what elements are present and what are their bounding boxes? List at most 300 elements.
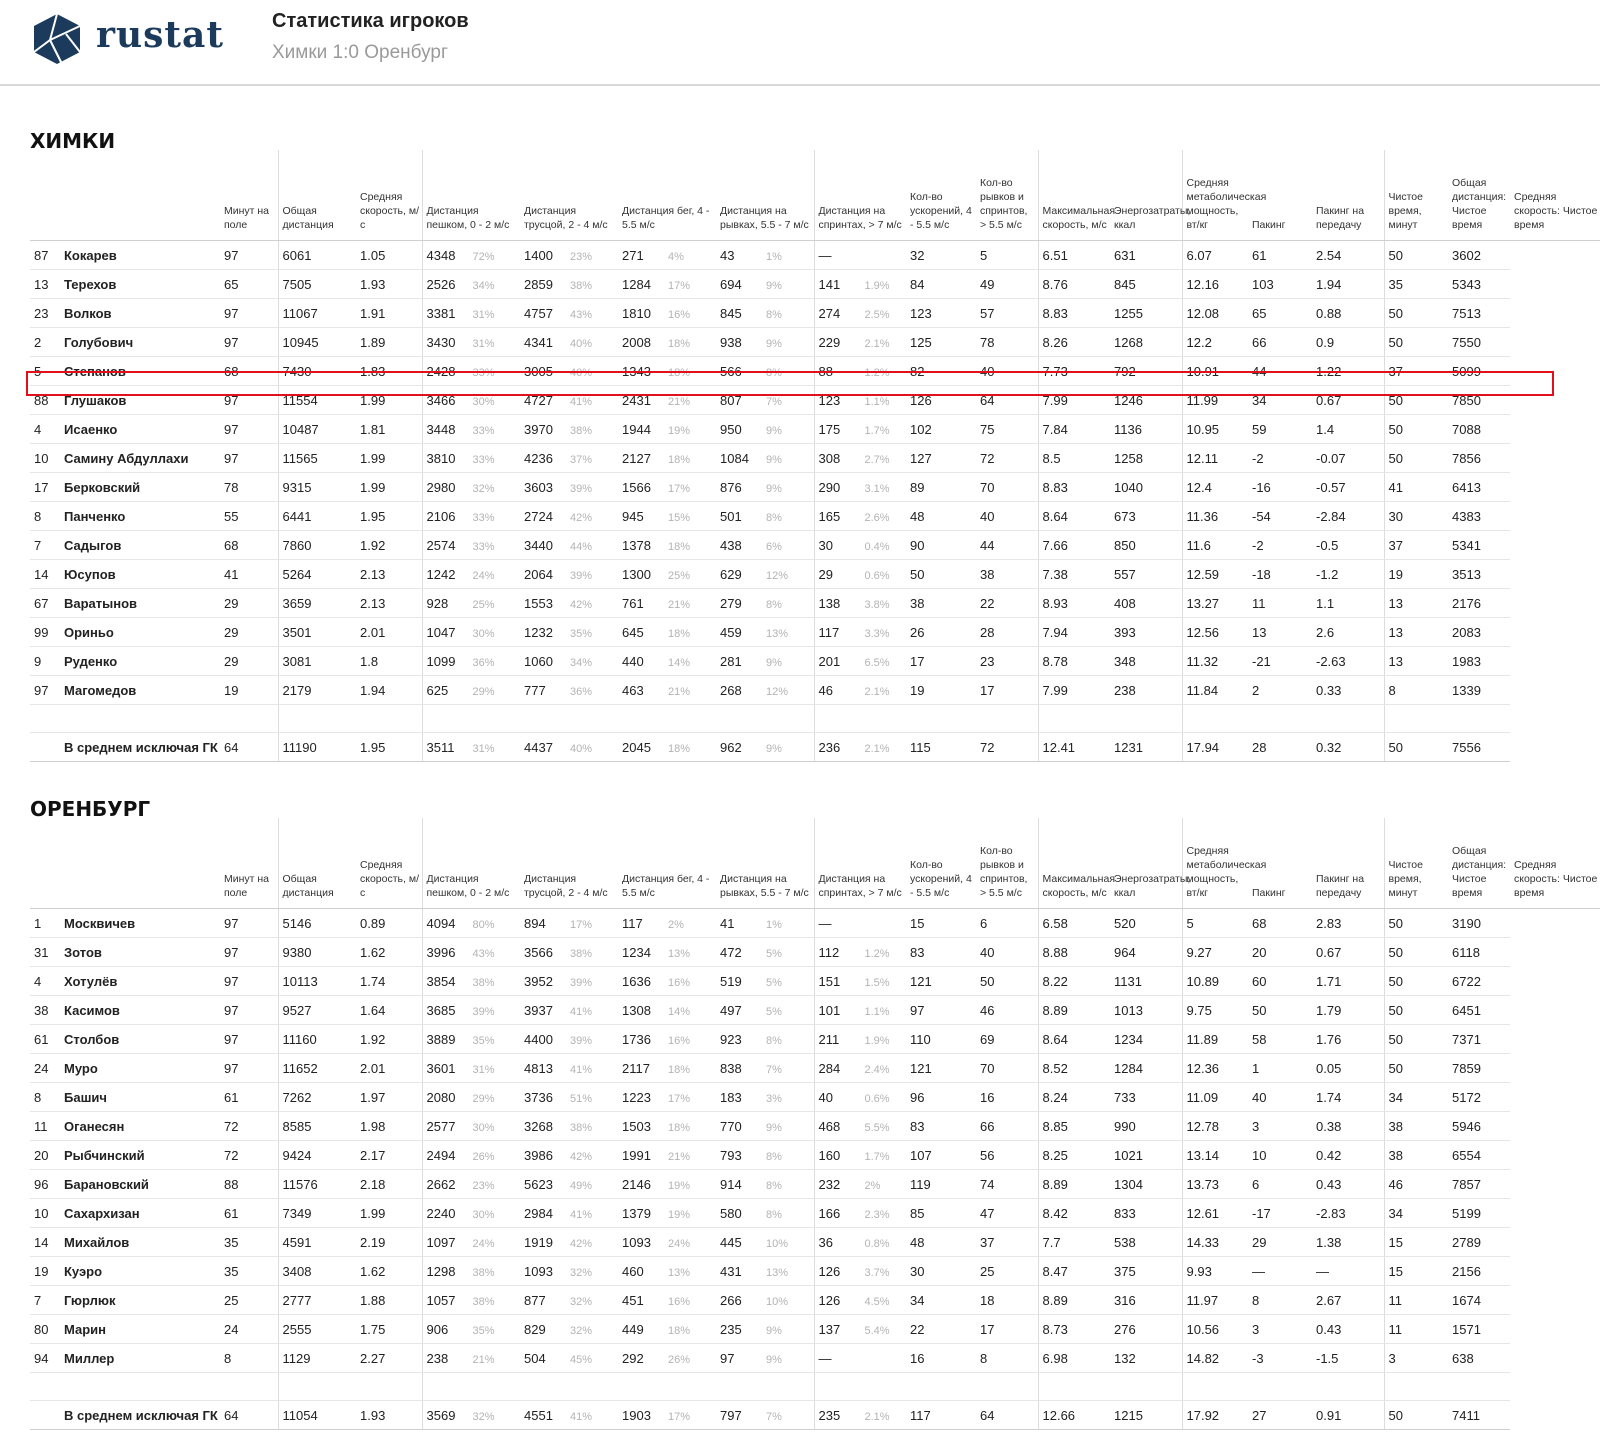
stat-percent: 31% (472, 337, 495, 350)
stat-cell: 88 (220, 1170, 278, 1199)
stat-value: 445 (720, 1234, 742, 1250)
team-title-khimki: ХИМКИ (30, 129, 116, 153)
stat-cell: -2 (1248, 444, 1312, 473)
stat-cell: 65 (1248, 299, 1312, 328)
stat-cell: 0.05 (1312, 1054, 1384, 1083)
player-row[interactable] (30, 1141, 1600, 1170)
player-row[interactable] (30, 299, 1600, 328)
player-row[interactable] (30, 967, 1600, 996)
stat-cell: -54 (1248, 502, 1312, 531)
stat-cell (618, 270, 716, 299)
stat-cell: 7411 (1448, 1401, 1510, 1430)
stat-cell: 102 (906, 415, 976, 444)
stat-cell (716, 415, 814, 444)
stat-cell: 47 (976, 1199, 1038, 1228)
player-row[interactable] (30, 1257, 1600, 1286)
average-row[interactable] (30, 733, 1600, 762)
stat-cell (422, 909, 520, 938)
stat-cell (618, 531, 716, 560)
stat-cell: 64 (976, 1401, 1038, 1430)
stat-cell (716, 241, 814, 270)
stat-percent: 41% (570, 395, 593, 408)
stat-cell (716, 386, 814, 415)
stat-percent: 38% (570, 424, 593, 437)
stat-cell (520, 1112, 618, 1141)
stat-cell: 3 (1248, 1112, 1312, 1141)
column-header[interactable]: Средняя скорость, м/с (356, 818, 422, 909)
stat-cell: 10.89 (1182, 967, 1248, 996)
stat-percent: 9% (766, 656, 782, 669)
stat-value: 845 (720, 305, 742, 321)
empty-cell (716, 705, 814, 733)
stat-percent: 51% (570, 1092, 593, 1105)
player-number: 1 (30, 909, 60, 938)
stat-percent: 1.2% (864, 366, 890, 379)
empty-cell (618, 705, 716, 733)
stat-cell (814, 733, 906, 762)
stat-cell: 0.88 (1312, 299, 1384, 328)
stat-value: 2574 (426, 537, 456, 553)
player-row[interactable] (30, 1112, 1600, 1141)
stat-cell: -3 (1248, 1344, 1312, 1373)
stat-cell: 97 (220, 996, 278, 1025)
player-row[interactable] (30, 270, 1600, 299)
stat-cell: 2179 (278, 676, 356, 705)
player-row[interactable] (30, 1170, 1600, 1199)
stat-cell: 6.98 (1038, 1344, 1110, 1373)
stat-cell (422, 938, 520, 967)
player-name: Касимов (60, 996, 220, 1025)
stat-cell: 35 (1384, 270, 1448, 299)
stat-cell (814, 996, 906, 1025)
average-row[interactable] (30, 1401, 1600, 1430)
empty-cell (906, 1373, 976, 1401)
player-row[interactable] (30, 357, 1600, 386)
player-row[interactable] (30, 909, 1600, 938)
stat-cell: 8.25 (1038, 1141, 1110, 1170)
stat-cell: 50 (1248, 996, 1312, 1025)
stat-percent: 26% (472, 1150, 495, 1163)
stat-percent: 9% (766, 279, 782, 292)
stat-cell: 11.6 (1182, 531, 1248, 560)
stat-cell: 990 (1110, 1112, 1182, 1141)
stat-cell (520, 1199, 618, 1228)
stat-cell: 50 (976, 967, 1038, 996)
player-row[interactable] (30, 560, 1600, 589)
stat-cell: 276 (1110, 1315, 1182, 1344)
column-header[interactable]: Дистанция бег, 4 - 5.5 м/с (618, 150, 716, 241)
stat-cell (618, 967, 716, 996)
stat-percent: 35% (472, 1034, 495, 1047)
stat-value: 1636 (622, 973, 651, 989)
stat-cell: 37 (976, 1228, 1038, 1257)
stat-cell: 7513 (1448, 299, 1510, 328)
stat-value: 1298 (426, 1263, 456, 1279)
column-header[interactable]: Пакинг (1248, 818, 1312, 909)
stat-percent: 32% (570, 1324, 593, 1337)
player-row[interactable] (30, 473, 1600, 502)
stat-cell: 8.89 (1038, 996, 1110, 1025)
stat-cell: 2.19 (356, 1228, 422, 1257)
stat-cell (422, 386, 520, 415)
stat-cell (814, 560, 906, 589)
stat-cell (520, 938, 618, 967)
stat-percent: 32% (472, 1410, 495, 1423)
stat-percent: 0.8% (864, 1237, 890, 1250)
stat-cell: 7.94 (1038, 618, 1110, 647)
stat-cell (520, 1286, 618, 1315)
stat-cell: 4383 (1448, 502, 1510, 531)
column-header[interactable]: Средняя метаболическая мощность, вт/кг (1182, 150, 1248, 241)
stat-cell (618, 502, 716, 531)
stat-percent: 5% (766, 1005, 782, 1018)
stat-cell: 78 (220, 473, 278, 502)
column-header[interactable]: Кол-во ускорений, 4 - 5.5 м/с (906, 150, 976, 241)
player-name: Башич (60, 1083, 220, 1112)
stat-value: 3511 (426, 739, 455, 755)
stat-cell: 1258 (1110, 444, 1182, 473)
stat-percent: 38% (472, 1266, 495, 1279)
player-row[interactable] (30, 996, 1600, 1025)
stat-value: 877 (524, 1292, 546, 1308)
stat-percent: 2.5% (864, 308, 890, 321)
stat-cell: 2.6 (1312, 618, 1384, 647)
stat-value: 238 (426, 1350, 449, 1366)
stat-percent: 38% (570, 947, 593, 960)
player-row[interactable] (30, 531, 1600, 560)
player-row[interactable] (30, 1286, 1600, 1315)
stat-cell: 7.99 (1038, 386, 1110, 415)
stat-cell (422, 1141, 520, 1170)
stat-cell: 50 (1384, 1054, 1448, 1083)
header-spacer (60, 818, 220, 909)
player-row[interactable] (30, 647, 1600, 676)
stat-cell: 50 (1384, 733, 1448, 762)
column-header[interactable]: Общая дистанция (278, 150, 356, 241)
header-spacer (30, 818, 60, 909)
stat-cell (422, 1199, 520, 1228)
player-name: Магомедов (60, 676, 220, 705)
stat-cell (618, 1083, 716, 1112)
stat-percent: 18% (668, 366, 691, 379)
stat-cell: 11.32 (1182, 647, 1248, 676)
stat-cell: 1231 (1110, 733, 1182, 762)
stat-cell: 30 (906, 1257, 976, 1286)
stat-cell (618, 618, 716, 647)
column-header[interactable]: Кол-во рывков и спринтов, > 5.5 м/с (976, 150, 1038, 241)
stat-value: 290 (818, 479, 841, 495)
stat-value: 497 (720, 1002, 742, 1018)
stat-percent: 3.7% (864, 1266, 890, 1279)
stat-percent: 32% (570, 1295, 593, 1308)
stat-value: 166 (818, 1205, 841, 1221)
stat-percent: 13% (668, 947, 691, 960)
stat-value: 1903 (622, 1407, 651, 1423)
player-row[interactable] (30, 241, 1600, 270)
stat-percent: 31% (472, 308, 495, 321)
stat-cell: 44 (1248, 357, 1312, 386)
stat-value: 183 (720, 1089, 742, 1105)
stat-cell: 1.99 (356, 386, 422, 415)
empty-cell (60, 705, 220, 733)
stat-cell: 16 (976, 1083, 1038, 1112)
stat-cell: 55 (220, 502, 278, 531)
stat-cell (618, 1170, 716, 1199)
stat-cell (716, 733, 814, 762)
stat-cell: -1.2 (1312, 560, 1384, 589)
stat-cell: 11160 (278, 1025, 356, 1054)
stat-cell: 10 (1248, 1141, 1312, 1170)
column-header[interactable]: Средняя скорость: Чистое время (1510, 818, 1600, 909)
column-header[interactable]: Минут на поле (220, 150, 278, 241)
stat-cell: 9.75 (1182, 996, 1248, 1025)
stat-cell: 12.59 (1182, 560, 1248, 589)
stat-cell: 40 (976, 502, 1038, 531)
stat-cell: 11067 (278, 299, 356, 328)
stat-cell: 2.13 (356, 560, 422, 589)
stat-percent: 31% (472, 742, 495, 755)
stat-percent: 42% (570, 1150, 593, 1163)
player-row[interactable] (30, 502, 1600, 531)
stat-percent: 4.5% (864, 1295, 890, 1308)
stat-cell: 72 (220, 1141, 278, 1170)
column-header[interactable]: Общая дистанция: Чистое время (1448, 150, 1510, 241)
player-row[interactable] (30, 589, 1600, 618)
stat-value: 4094 (426, 915, 456, 931)
column-header[interactable]: Максимальная скорость, м/с (1038, 150, 1110, 241)
player-name: Берковский (60, 473, 220, 502)
player-row[interactable] (30, 444, 1600, 473)
column-header[interactable]: Средняя скорость, м/с (356, 150, 422, 241)
column-header[interactable]: Дистанция пешком, 0 - 2 м/с (422, 818, 520, 909)
stat-cell (716, 1286, 814, 1315)
stat-cell: 9527 (278, 996, 356, 1025)
stat-percent: 33% (472, 453, 495, 466)
stat-cell: 12.2 (1182, 328, 1248, 357)
stat-cell: -2 (1248, 531, 1312, 560)
stat-cell (716, 967, 814, 996)
stat-cell (422, 733, 520, 762)
stat-value: 501 (720, 508, 742, 524)
stat-cell: 1.98 (356, 1112, 422, 1141)
stat-cell: 40 (976, 938, 1038, 967)
stat-cell: 46 (976, 996, 1038, 1025)
stat-percent: 18% (668, 742, 691, 755)
stat-value: 459 (720, 624, 742, 640)
stat-cell: 13 (1384, 647, 1448, 676)
player-number: 61 (30, 1025, 60, 1054)
column-header[interactable]: Средняя скорость: Чистое время (1510, 150, 1600, 241)
column-header[interactable]: Кол-во рывков и спринтов, > 5.5 м/с (976, 818, 1038, 909)
stat-cell: 8 (1248, 1286, 1312, 1315)
stat-cell (716, 270, 814, 299)
stat-cell (422, 299, 520, 328)
player-row[interactable] (30, 328, 1600, 357)
player-row[interactable] (30, 1344, 1600, 1373)
header-spacer (30, 150, 60, 241)
stat-value: 151 (818, 973, 841, 989)
stat-cell (520, 560, 618, 589)
stat-cell: 18 (976, 1286, 1038, 1315)
column-header[interactable]: Чистое время, минут (1384, 150, 1448, 241)
column-header[interactable]: Дистанция трусцой, 2 - 4 м/с (520, 150, 618, 241)
stat-percent: 39% (570, 569, 593, 582)
stat-percent: 33% (472, 511, 495, 524)
column-header[interactable]: Дистанция на рывках, 5.5 - 7 м/с (716, 818, 814, 909)
column-header[interactable]: Дистанция на спринтах, > 7 м/с (814, 818, 906, 909)
stat-cell: 348 (1110, 647, 1182, 676)
player-name: Марин (60, 1315, 220, 1344)
stat-cell: 9.93 (1182, 1257, 1248, 1286)
column-header[interactable]: Общая дистанция: Чистое время (1448, 818, 1510, 909)
stat-cell: 56 (976, 1141, 1038, 1170)
player-row[interactable] (30, 676, 1600, 705)
column-header[interactable]: Минут на поле (220, 818, 278, 909)
stat-cell: 115 (906, 733, 976, 762)
player-row[interactable] (30, 1083, 1600, 1112)
column-header[interactable]: Пакинг (1248, 150, 1312, 241)
stat-cell (520, 1344, 618, 1373)
stat-cell: 6554 (1448, 1141, 1510, 1170)
stat-value: 29 (818, 566, 833, 582)
player-row[interactable] (30, 1199, 1600, 1228)
stat-cell: 68 (1248, 909, 1312, 938)
stat-cell (618, 241, 716, 270)
player-name: Муро (60, 1054, 220, 1083)
stat-percent: 2.6% (864, 511, 890, 524)
stat-cell: 1.05 (356, 241, 422, 270)
empty-cell (1182, 1373, 1248, 1401)
stat-percent: 17% (570, 918, 593, 931)
column-header[interactable]: Энергозатраты, ккал (1110, 150, 1182, 241)
stat-percent: 14% (668, 656, 691, 669)
stat-cell: 38 (906, 589, 976, 618)
stat-cell: 7.7 (1038, 1228, 1110, 1257)
stat-percent: 38% (472, 976, 495, 989)
stat-cell (618, 647, 716, 676)
column-header[interactable]: Дистанция бег, 4 - 5.5 м/с (618, 818, 716, 909)
stat-cell: 132 (1110, 1344, 1182, 1373)
column-header[interactable]: Чистое время, минут (1384, 818, 1448, 909)
stat-cell: 72 (976, 444, 1038, 473)
stat-cell (520, 270, 618, 299)
stat-cell (716, 1170, 814, 1199)
stat-value: 4437 (524, 739, 553, 755)
stat-value: 770 (720, 1118, 742, 1134)
column-header[interactable]: Пакинг на передачу (1312, 150, 1384, 241)
stat-cell: 50 (1384, 1025, 1448, 1054)
stat-cell: 1.92 (356, 531, 422, 560)
stat-cell (520, 967, 618, 996)
column-header[interactable]: Средняя метаболическая мощность, вт/кг (1182, 818, 1248, 909)
stat-cell: 50 (1384, 241, 1448, 270)
column-header[interactable]: Энергозатраты, ккал (1110, 818, 1182, 909)
stat-cell: 1571 (1448, 1315, 1510, 1344)
stat-cell: 97 (220, 1054, 278, 1083)
stat-cell: 1.95 (356, 502, 422, 531)
stat-value: 468 (818, 1118, 841, 1134)
stat-cell (618, 1315, 716, 1344)
column-header[interactable]: Дистанция трусцой, 2 - 4 м/с (520, 818, 618, 909)
stat-cell: -18 (1248, 560, 1312, 589)
column-header[interactable]: Дистанция на рывках, 5.5 - 7 м/с (716, 150, 814, 241)
stat-value: 1234 (622, 944, 651, 960)
column-header[interactable]: Кол-во ускорений, 4 - 5.5 м/с (906, 818, 976, 909)
stat-cell: -16 (1248, 473, 1312, 502)
stat-cell: 97 (220, 909, 278, 938)
stat-percent: 0.6% (864, 1092, 890, 1105)
column-header[interactable]: Максимальная скорость, м/с (1038, 818, 1110, 909)
stat-cell: 12.41 (1038, 733, 1110, 762)
stat-cell (814, 386, 906, 415)
stat-cell: 11652 (278, 1054, 356, 1083)
player-row[interactable] (30, 938, 1600, 967)
column-header[interactable]: Дистанция пешком, 0 - 2 м/с (422, 150, 520, 241)
player-row[interactable] (30, 618, 1600, 647)
player-row[interactable] (30, 1315, 1600, 1344)
stat-cell: 41 (220, 560, 278, 589)
player-row[interactable] (30, 1228, 1600, 1257)
stat-percent: 0.6% (864, 569, 890, 582)
stat-cell: 6.51 (1038, 241, 1110, 270)
stat-percent: 16% (668, 308, 691, 321)
stat-cell: 44 (976, 531, 1038, 560)
stat-value: 138 (818, 595, 841, 611)
stat-percent: 40% (570, 337, 593, 350)
stat-cell: 3408 (278, 1257, 356, 1286)
stat-cell: 1040 (1110, 473, 1182, 502)
stat-value: 694 (720, 276, 742, 292)
empty-cell (30, 1373, 60, 1401)
stat-percent: 38% (570, 279, 593, 292)
stat-cell (814, 1315, 906, 1344)
stat-cell: 2176 (1448, 589, 1510, 618)
stat-cell: 0.43 (1312, 1170, 1384, 1199)
player-number: 2 (30, 328, 60, 357)
stat-cell: -17 (1248, 1199, 1312, 1228)
column-header[interactable]: Дистанция на спринтах, > 7 м/с (814, 150, 906, 241)
header-spacer (60, 150, 220, 241)
stat-cell: 65 (220, 270, 278, 299)
stat-value: 1566 (622, 479, 651, 495)
stat-cell: 0.67 (1312, 386, 1384, 415)
stat-value: 829 (524, 1321, 546, 1337)
stat-cell: 38 (1384, 1141, 1448, 1170)
stat-cell (422, 647, 520, 676)
empty-cell (422, 1373, 520, 1401)
stat-cell: 13 (1384, 589, 1448, 618)
stat-cell: 1.79 (1312, 996, 1384, 1025)
stat-cell: 2.67 (1312, 1286, 1384, 1315)
player-row[interactable] (30, 415, 1600, 444)
stat-cell: 8.93 (1038, 589, 1110, 618)
stat-cell: 50 (1384, 415, 1448, 444)
stat-percent: 32% (472, 482, 495, 495)
stat-percent: 8% (766, 1034, 782, 1047)
stat-cell (422, 473, 520, 502)
column-header[interactable]: Общая дистанция (278, 818, 356, 909)
stat-cell: 96 (906, 1083, 976, 1112)
player-row[interactable] (30, 1054, 1600, 1083)
rustat-logo[interactable] (30, 12, 270, 68)
stat-value: 3440 (524, 537, 553, 553)
player-row[interactable] (30, 386, 1600, 415)
column-header[interactable]: Пакинг на передачу (1312, 818, 1384, 909)
stat-value: 284 (818, 1060, 841, 1076)
player-row[interactable] (30, 1025, 1600, 1054)
stat-cell (716, 1257, 814, 1286)
player-name: Барановский (60, 1170, 220, 1199)
